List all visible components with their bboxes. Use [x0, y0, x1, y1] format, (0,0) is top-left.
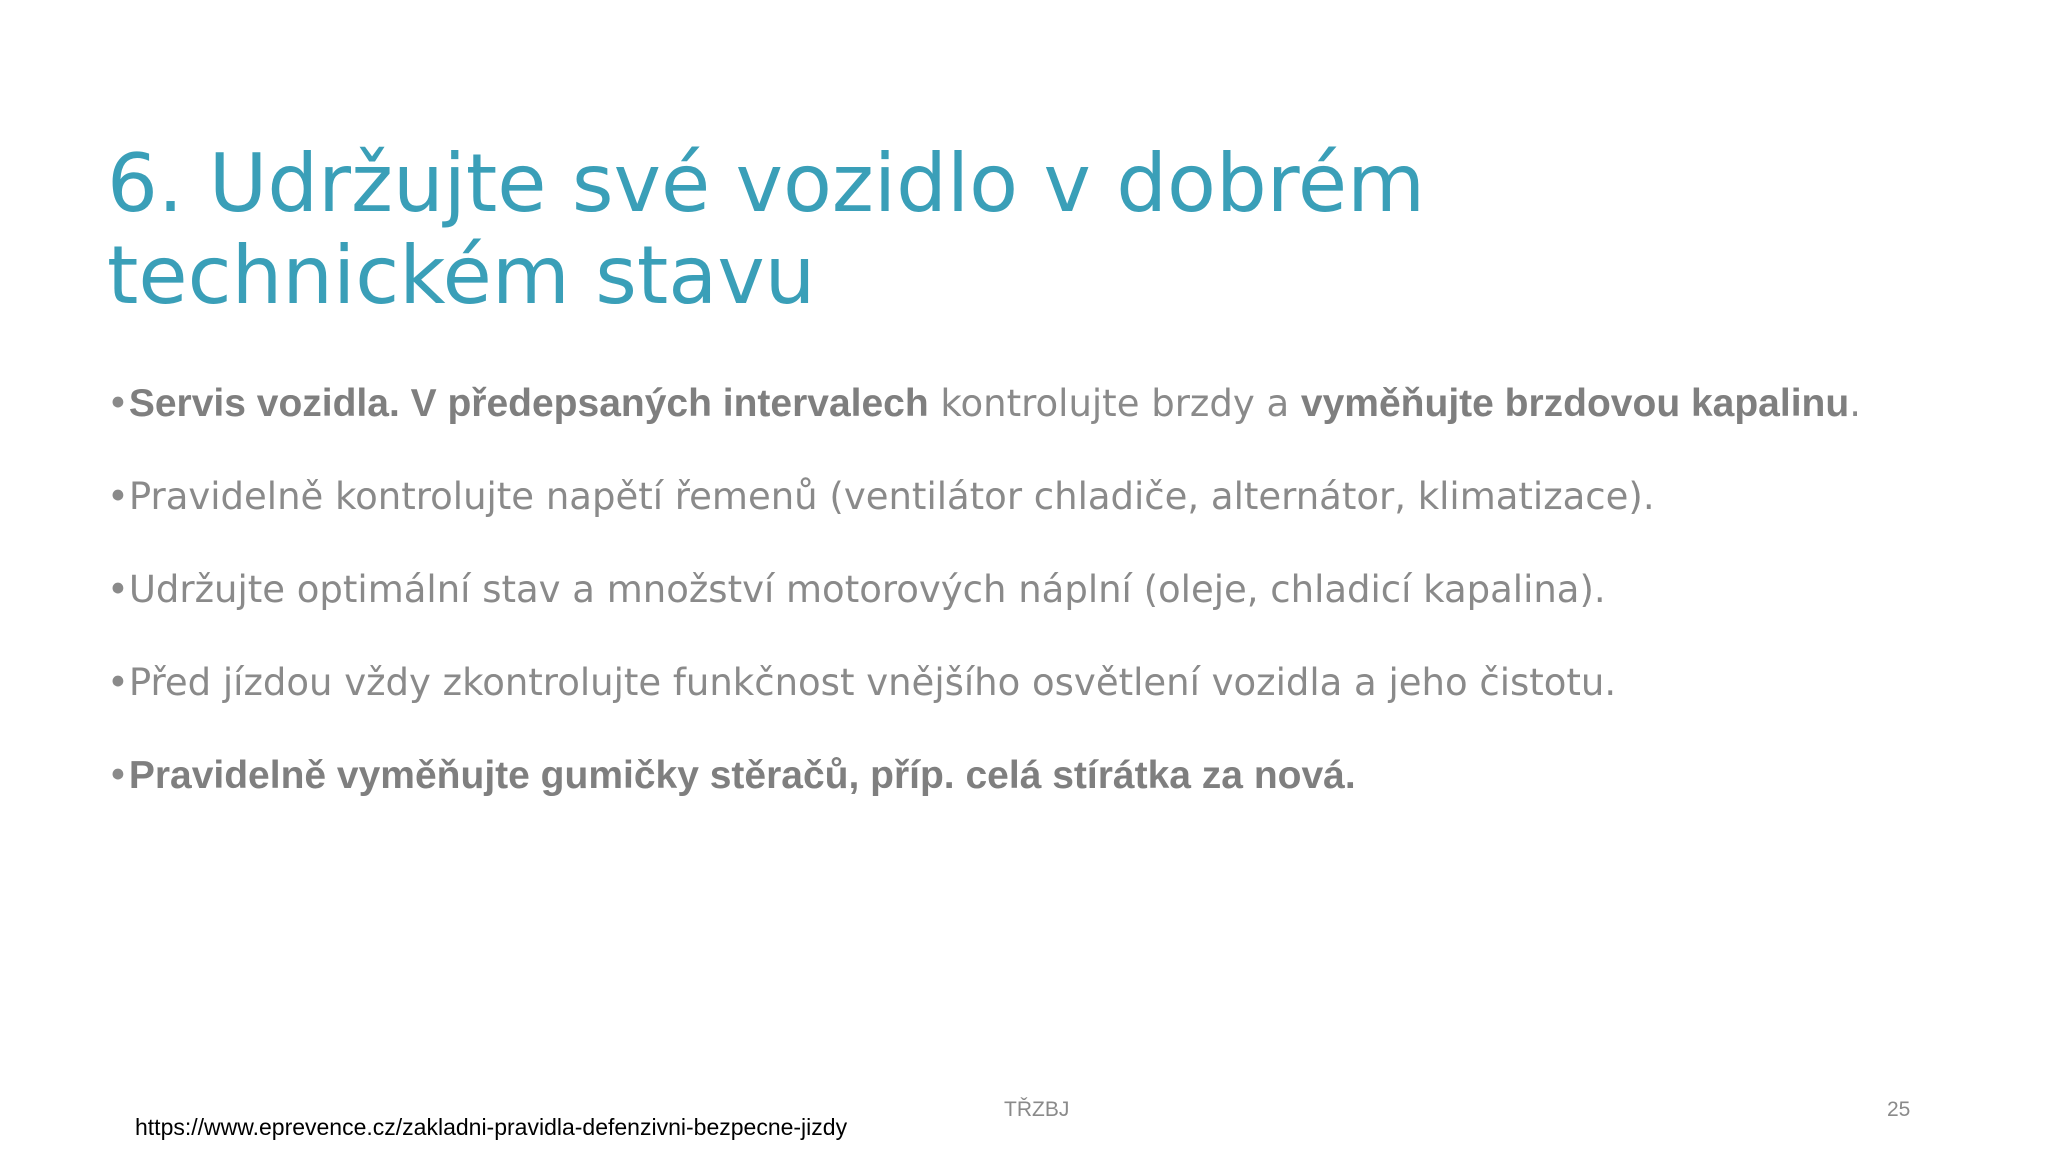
bullet-item-wipers: [107, 744, 1967, 808]
bullet-marker: •: [107, 382, 129, 425]
bullet-marker: •: [107, 661, 129, 704]
bullet-text-bold: Pravidelně vyměňujte gumičky stěračů, příp. celá stírátka za nová.: [128, 754, 1356, 797]
bullet-marker: •: [107, 568, 129, 611]
bullet-text-bold: Servis vozidla. V předepsaných intervalech: [128, 382, 929, 425]
bullet-text: Pravidelně kontrolujte napětí řemenů (ventilátor chladiče, alternátor, klimatizace).: [128, 475, 1655, 518]
bullet-text: Udržujte optimální stav a množství motorových náplní (oleje, chladicí kapalina).: [128, 568, 1606, 611]
bullet-text: kontrolujte brzdy a: [928, 382, 1301, 425]
bullet-text: Před jízdou vždy zkontrolujte funkčnost vnějšího osvětlení vozidla a jeho čistotu.: [128, 661, 1617, 704]
footer-text: TŘZBJ: [1004, 1098, 1070, 1121]
bullet-item-service: [107, 372, 1967, 436]
source-url: https://www.eprevence.cz/zakladni-pravidla-defenzivni-bezpecne-jizdy: [135, 1114, 848, 1140]
bullet-marker: •: [107, 754, 129, 797]
slide-title: 6. Udržujte své vozidlo v dobrém technickém stavu: [107, 137, 1426, 322]
bullet-item-lights: [107, 651, 1967, 715]
bullet-marker: •: [107, 475, 129, 518]
bullet-item-fluids: [107, 558, 1967, 622]
bullet-list: [107, 372, 1967, 837]
bullet-item-belts: [107, 465, 1967, 529]
slide-number: 25: [1887, 1098, 1911, 1121]
bullet-text: .: [1849, 382, 1861, 425]
bullet-text-bold: vyměňujte brzdovou kapalinu: [1300, 382, 1850, 425]
